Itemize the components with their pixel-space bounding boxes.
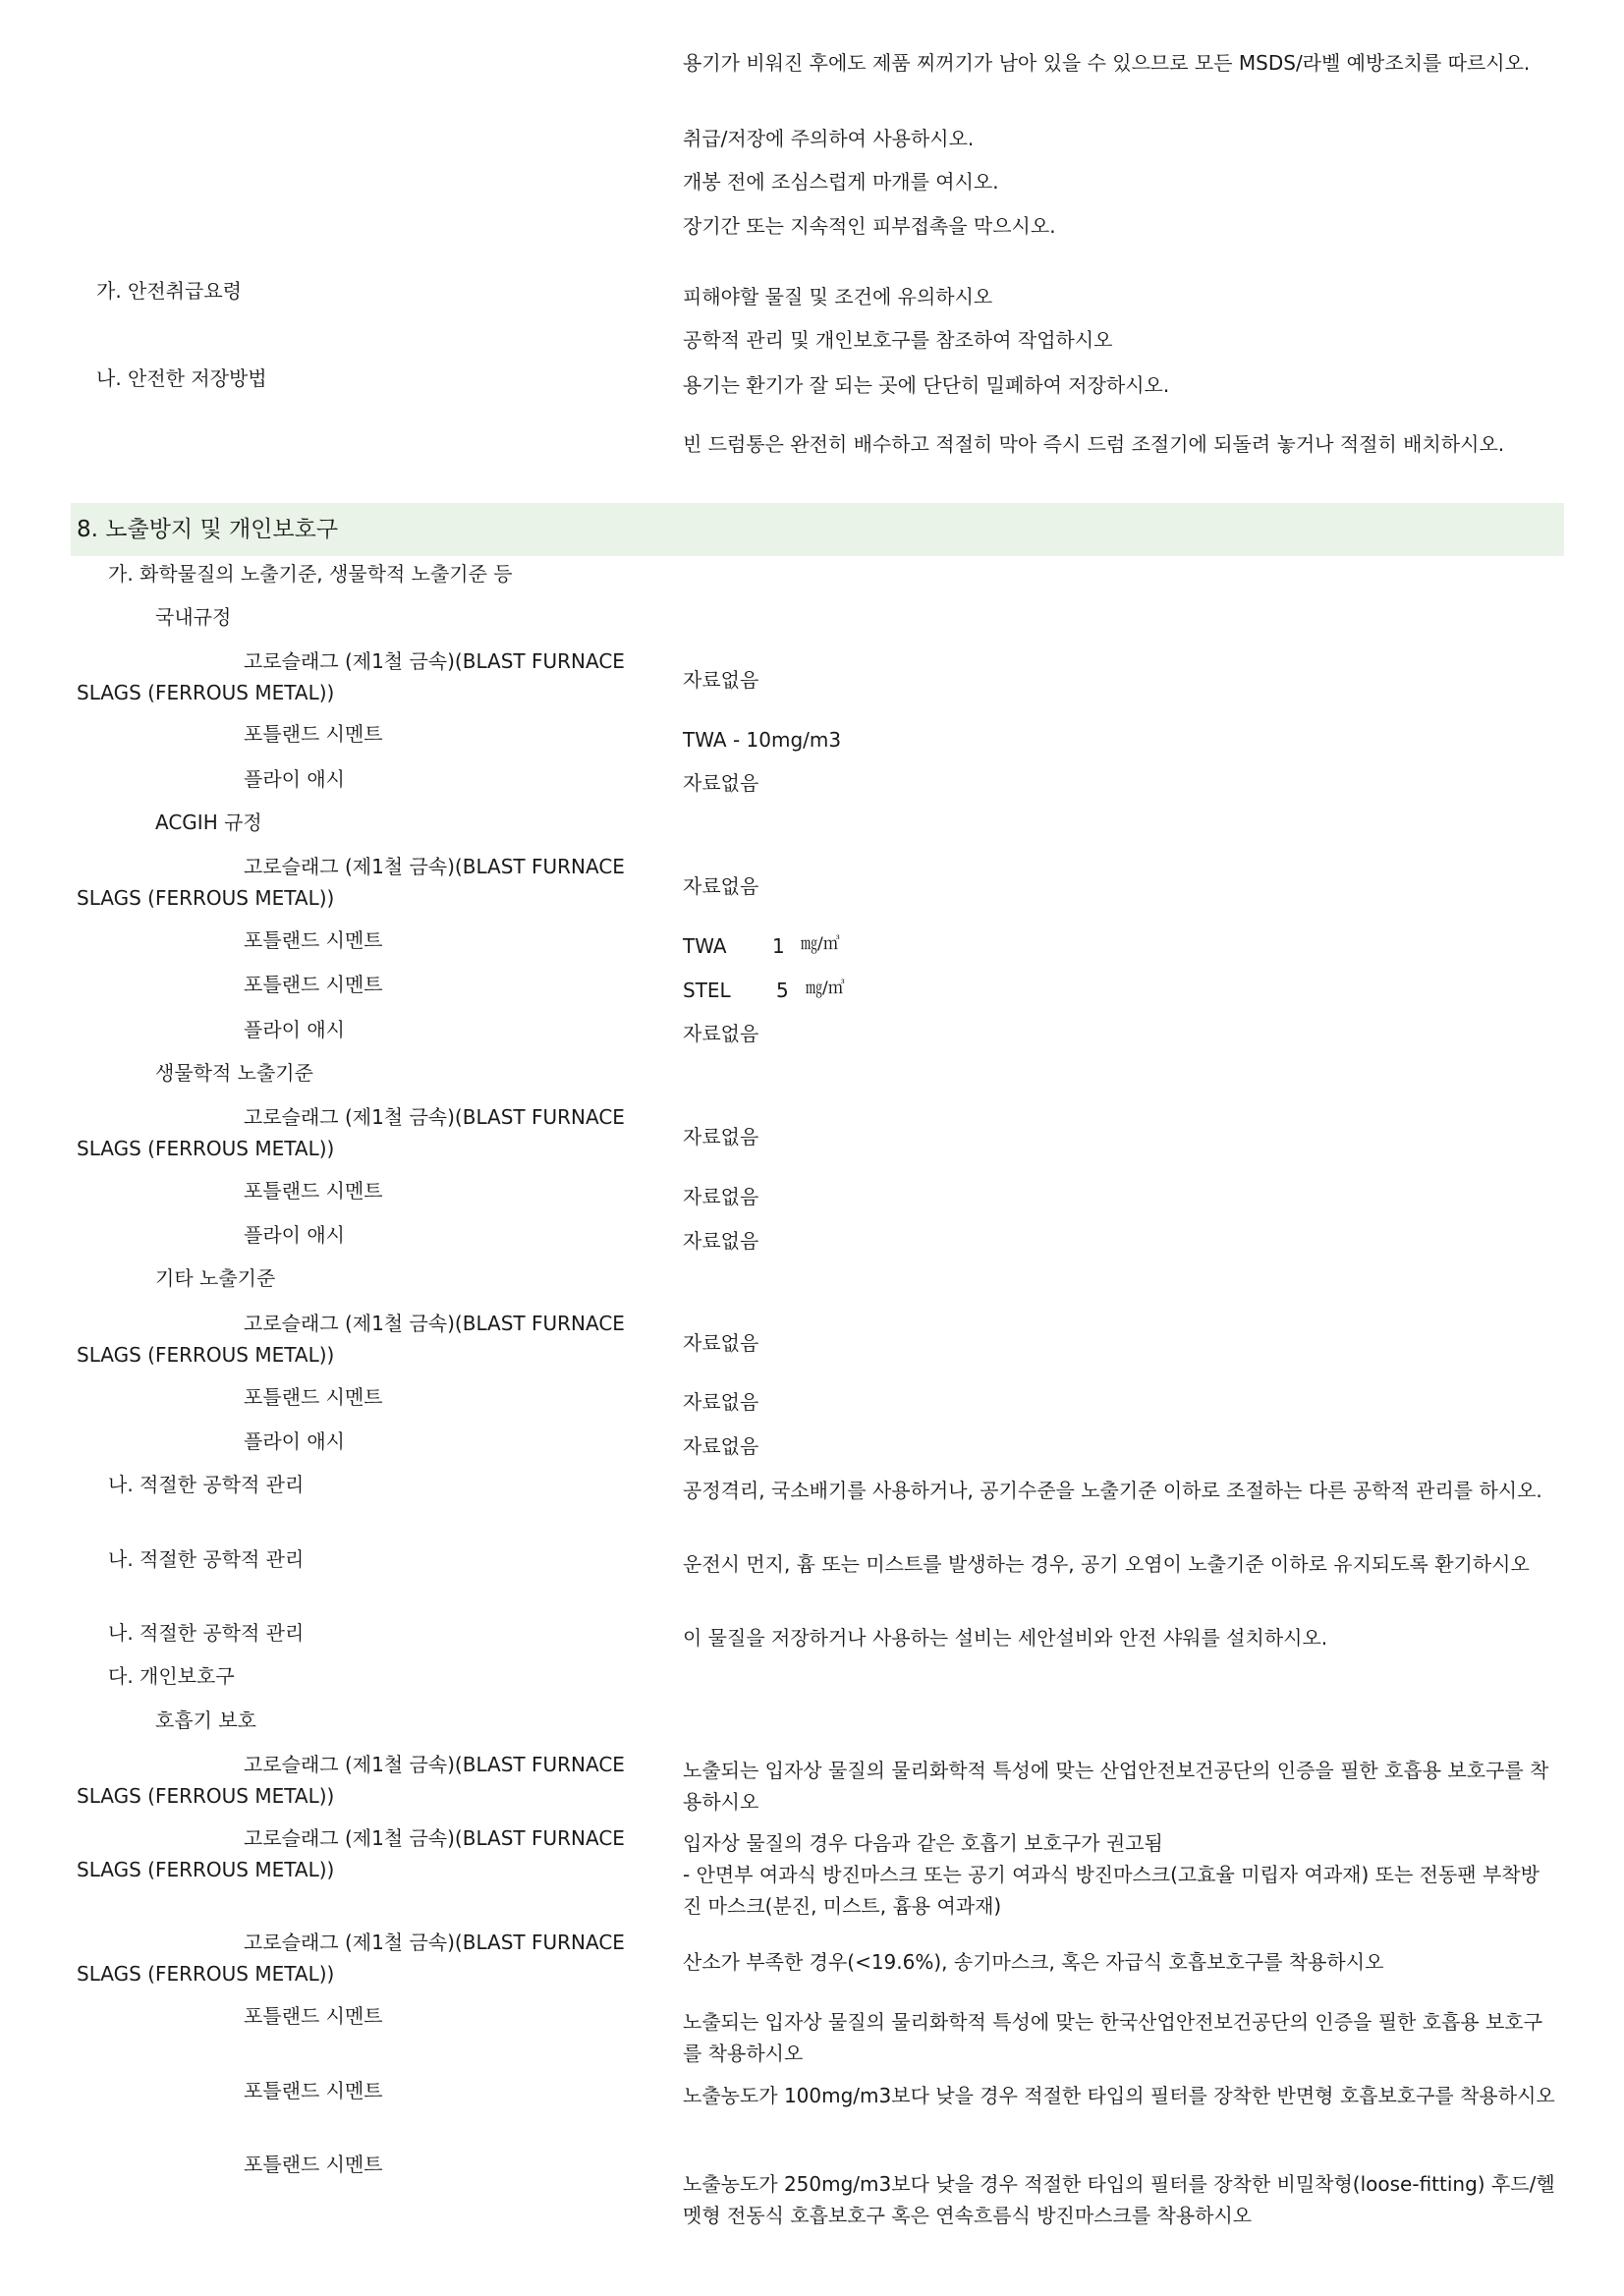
substance-name: 플라이 애시 [244,767,345,791]
engineering-label: 나. 적절한 공학적 관리 [108,1621,305,1645]
ppe-label: 다. 개인보호구 [108,1664,235,1688]
storage-label: 나. 안전한 저장방법 [96,366,267,390]
category-label: ACGIH 규정 [155,811,262,834]
respiratory-text: 산소가 부족한 경우(<19.6%), 송기마스크, 혹은 자급식 호흡보호구를 착용하시오 [683,1950,1384,1974]
substance-name: 고로슬래그 (제1철 금속)(BLAST FURNACE SLAGS (FERROUS METAL)) [77,1931,625,1986]
precaution-text: 개봉 전에 조심스럽게 마개를 여시오. [683,170,999,194]
respiratory-text: 노출농도가 100mg/m3보다 낮을 경우 적절한 타입의 필터를 장착한 반면형 호흡보호구를 착용하시오 [683,2084,1555,2107]
exposure-value: 자료없음 [683,668,759,692]
exposure-number: 1 [772,934,785,958]
respiratory-text: 노출농도가 250mg/m3보다 낮을 경우 적절한 타입의 필터를 장착한 비밀착형(loose-fitting) 후드/헬멧형 전동식 호흡보호구 혹은 연속흐름식 방진마스크를 착용하시오 [683,2172,1555,2227]
respiratory-text: 노출되는 입자상 물질의 물리화학적 특성에 맞는 산업안전보건공단의 인증을 필한 호흡용 보호구를 착용하시오 [683,1759,1549,1814]
substance-name: 플라이 애시 [244,1429,345,1453]
category-label: 생물학적 노출기준 [155,1061,313,1085]
substance-name: 플라이 애시 [244,1223,345,1247]
substance-name: 포틀랜드 시멘트 [244,2004,383,2028]
exposure-value: 자료없음 [683,1185,759,1208]
substance-name: 고로슬래그 (제1철 금속)(BLAST FURNACE SLAGS (FERROUS METAL)) [77,649,625,704]
exposure-value: TWA - 10mg/m3 [683,728,842,752]
substance-name: 고로슬래그 (제1철 금속)(BLAST FURNACE SLAGS (FERROUS METAL)) [77,1312,625,1367]
substance-name: 고로슬래그 (제1철 금속)(BLAST FURNACE SLAGS (FERROUS METAL)) [77,855,625,910]
exposure-kind: TWA [683,934,727,958]
respiratory-text: 노출되는 입자상 물질의 물리화학적 특성에 맞는 한국산업안전보건공단의 인증을 필한 호흡용 보호구를 착용하시오 [683,2010,1543,2065]
exposure-value: 자료없음 [683,874,759,898]
exposure-value: 자료없음 [683,1022,759,1045]
storage-item: 용기는 환기가 잘 되는 곳에 단단히 밀폐하여 저장하시오. [683,373,1170,397]
exposure-number: 5 [776,979,789,1002]
precaution-text: 용기가 비워진 후에도 제품 찌꺼기가 남아 있을 수 있으므로 모든 MSDS/라벨 예방조치를 따르시오. [683,51,1531,75]
substance-name: 고로슬래그 (제1철 금속)(BLAST FURNACE SLAGS (FERROUS METAL)) [77,1753,625,1808]
precaution-text: 취급/저장에 주의하여 사용하시오. [683,127,975,150]
exposure-value: 자료없음 [683,1229,759,1253]
substance-name: 플라이 애시 [244,1018,345,1041]
engineering-label: 나. 적절한 공학적 관리 [108,1473,305,1496]
substance-name: 고로슬래그 (제1철 금속)(BLAST FURNACE SLAGS (FERROUS METAL)) [77,1105,625,1160]
respiratory-text: 입자상 물질의 경우 다음과 같은 호흡기 보호구가 권고됨 - 안면부 여과식 방진마스크 또는 공기 여과식 방진마스크(고효율 미립자 여과재) 또는 전동팬 부착방진 마스크(분진, 미스트, 흄용 여과재) [683,1831,1540,1918]
precaution-text: 장기간 또는 지속적인 피부접촉을 막으시오. [683,214,1056,238]
handling-item: 피해야할 물질 및 조건에 유의하시오 [683,285,993,308]
exposure-value: 자료없음 [683,1434,759,1458]
subsection-label: 가. 화학물질의 노출기준, 생물학적 노출기준 등 [108,562,513,586]
engineering-text: 운전시 먼지, 흄 또는 미스트를 발생하는 경우, 공기 오염이 노출기준 이하로 유지되도록 환기하시오 [683,1552,1530,1576]
substance-name: 포틀랜드 시멘트 [244,928,383,952]
exposure-unit: ㎎/㎥ [806,979,845,998]
substance-name: 포틀랜드 시멘트 [244,2079,383,2102]
exposure-unit: ㎎/㎥ [801,934,840,954]
substance-name: 포틀랜드 시멘트 [244,722,383,746]
respiratory-label: 호흡기 보호 [155,1708,256,1732]
substance-name: 포틀랜드 시멘트 [244,1179,383,1203]
engineering-label: 나. 적절한 공학적 관리 [108,1547,305,1571]
substance-name: 포틀랜드 시멘트 [244,2153,383,2176]
substance-name: 고로슬래그 (제1철 금속)(BLAST FURNACE SLAGS (FERROUS METAL)) [77,1826,625,1881]
section-title: 8. 노출방지 및 개인보호구 [77,517,339,542]
exposure-value: 자료없음 [683,1125,759,1148]
exposure-kind: STEL [683,979,731,1002]
handling-label: 가. 안전취급요령 [96,279,242,303]
storage-item: 빈 드럼통은 완전히 배수하고 적절히 막아 즉시 드럼 조절기에 되돌려 놓거나 적절히 배치하시오. [683,432,1505,456]
engineering-text: 공정격리, 국소배기를 사용하거나, 공기수준을 노출기준 이하로 조절하는 다른 공학적 관리를 하시오. [683,1479,1542,1502]
exposure-value: 자료없음 [683,771,759,795]
category-label: 국내규정 [155,605,232,629]
handling-item: 공학적 관리 및 개인보호구를 참조하여 작업하시오 [683,328,1113,352]
substance-name: 포틀랜드 시멘트 [244,1385,383,1409]
exposure-value: 자료없음 [683,1331,759,1355]
exposure-value: 자료없음 [683,1390,759,1414]
category-label: 기타 노출기준 [155,1266,276,1290]
engineering-text: 이 물질을 저장하거나 사용하는 설비는 세안설비와 안전 샤워를 설치하시오. [683,1626,1328,1650]
substance-name: 포틀랜드 시멘트 [244,973,383,996]
